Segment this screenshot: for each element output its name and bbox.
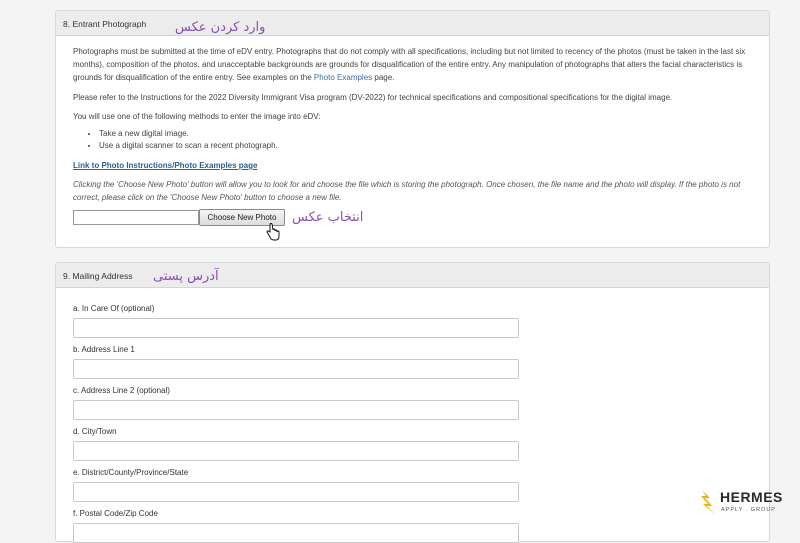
hermes-logo xyxy=(700,486,795,520)
section-title: 9. Mailing Address xyxy=(63,271,133,281)
choose-photo-note: Clicking the 'Choose New Photo' button will allow you to look for and choose the file which is storing the photograph. Once chosen, the file name and the photo will display. If the photo is not correct, please click on the 'Choose New Photo' button to choose a new file. xyxy=(73,180,741,202)
address-line-1-label: b. Address Line 1 xyxy=(73,345,135,354)
photo-requirements-paragraph: Photographs must be submitted at the time of eDV entry. Photographs that do not comply with all specifications, including but not limited to recency of the photos (must be taken in the last six months), composition of the photos, and unacceptable backgrounds are grounds for disqualification of the entire entry. Any manipulation of photographs that alters the facial characteristics is grounds for disqualification of the entire entry. See examples on the Photo Examples page. xyxy=(73,47,746,82)
section-header xyxy=(56,11,769,36)
choose-new-photo-button[interactable]: Choose New Photo xyxy=(199,209,285,226)
annotation-mailing-address: آدرس پستی xyxy=(153,269,219,284)
city-town-label: d. City/Town xyxy=(73,427,117,436)
postal-code-label: f. Postal Code/Zip Code xyxy=(73,509,158,518)
instructions-paragraph: Please refer to the Instructions for the 2022 Diversity Immigrant Visa program (DV-2022) for technical specifications and compositional specifications for the digital image. xyxy=(73,93,673,102)
section-title: 8. Entrant Photograph xyxy=(63,19,147,29)
logo-name: HERMES xyxy=(720,489,783,505)
list-item: • Use a digital scanner to scan a recent photograph. xyxy=(99,140,278,152)
methods-list xyxy=(73,128,278,152)
section-entrant-photograph xyxy=(55,10,770,248)
photo-instructions-link[interactable]: Link to Photo Instructions/Photo Examples page xyxy=(73,161,258,170)
district-state-label: e. District/County/Province/State xyxy=(73,468,189,477)
methods-intro: You will use one of the following methods to enter the image into eDV: xyxy=(73,112,321,121)
in-care-of-input[interactable] xyxy=(73,318,519,338)
annotation-choose-photo: انتخاب عکس xyxy=(292,210,364,225)
address-line-2-label: c. Address Line 2 (optional) xyxy=(73,386,170,395)
address-line-1-input[interactable] xyxy=(73,359,519,379)
section-mailing-address xyxy=(55,262,770,542)
annotation-enter-photo: وارد کردن عکس xyxy=(175,20,266,35)
hermes-wing-icon xyxy=(700,488,718,516)
list-item: • Take a new digital image. xyxy=(99,128,278,140)
district-state-input[interactable] xyxy=(73,482,519,502)
address-line-2-input[interactable] xyxy=(73,400,519,420)
city-town-input[interactable] xyxy=(73,441,519,461)
photo-examples-link[interactable]: Photo Examples xyxy=(313,73,373,82)
photo-file-input[interactable] xyxy=(73,210,199,225)
hand-pointer-icon xyxy=(266,223,280,241)
postal-code-input[interactable] xyxy=(73,523,519,543)
logo-tagline: APPLY . GROUP xyxy=(721,507,776,513)
in-care-of-label: a. In Care Of (optional) xyxy=(73,304,155,313)
